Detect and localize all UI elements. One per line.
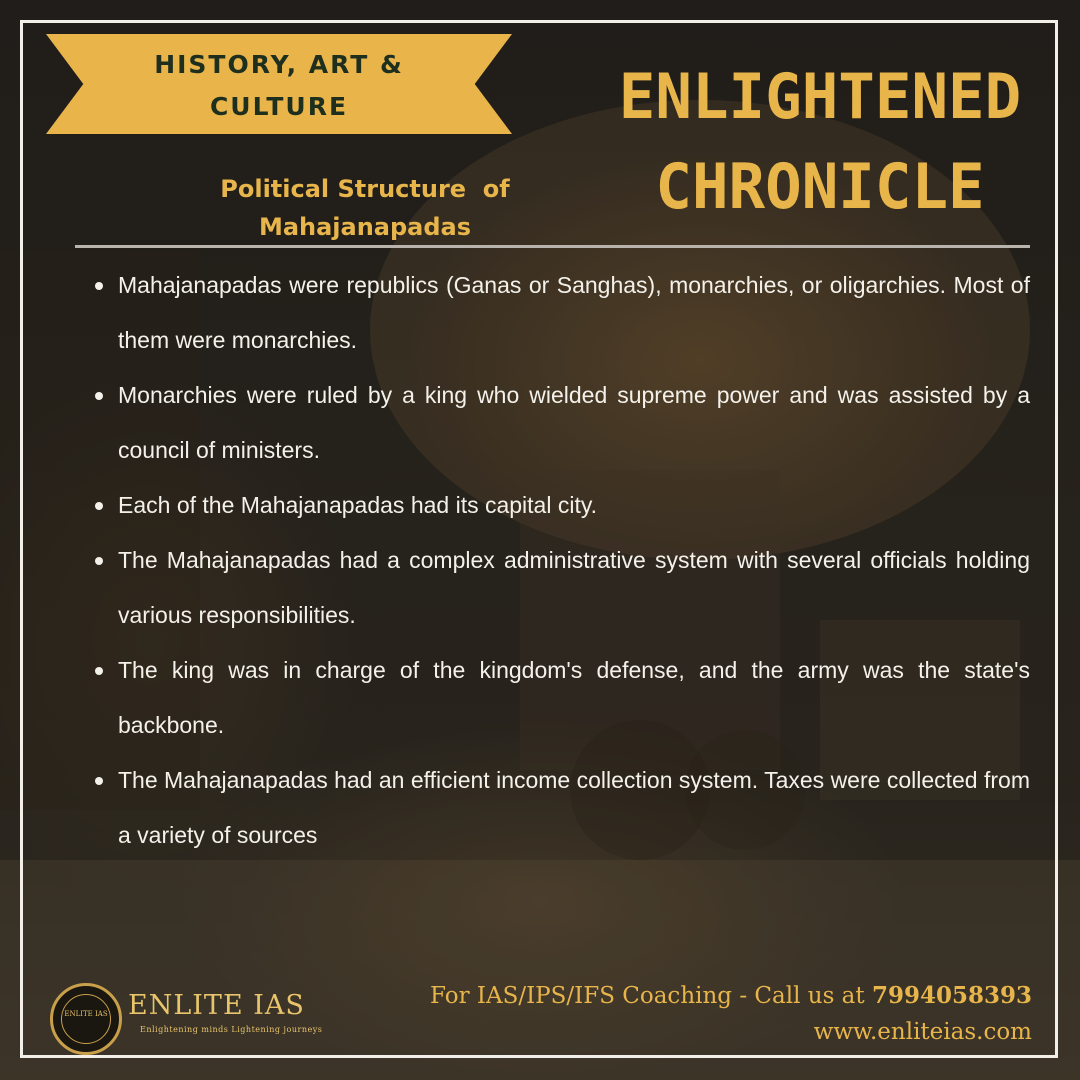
org-name: ENLITE IAS (128, 990, 305, 1021)
phone-number[interactable]: 7994058393 (871, 982, 1032, 1009)
category-label (46, 44, 512, 128)
coaching-text: For IAS/IPS/IFS Coaching - Call us at (430, 983, 872, 1009)
list-item: The Mahajanapadas had a complex administrative system with several officials holding various responsibilities. (90, 533, 1030, 643)
topic-title-line1: Political Structure of (220, 175, 510, 203)
brand-title (580, 52, 1060, 232)
list-item: The king was in charge of the kingdom's defense, and the army was the state's backbone. (90, 643, 1030, 753)
website-link[interactable]: www.enliteias.com (813, 1019, 1032, 1045)
brand-title-line1: ENLIGHTENED (618, 60, 1022, 133)
contact-line (430, 978, 1032, 1014)
brand-title-line2: CHRONICLE (655, 150, 985, 223)
list-item: Mahajanapadas were republics (Ganas or Sanghas), monarchies, or oligarchies. Most of them were monarchies. (90, 258, 1030, 368)
category-label-line1: HISTORY, ART & (154, 50, 404, 79)
org-tagline: Enlightening minds Lightening journeys (140, 1025, 323, 1034)
list-item: Monarchies were ruled by a king who wielded supreme power and was assisted by a council of ministers. (90, 368, 1030, 478)
topic-title-line2: Mahajanapadas (258, 213, 472, 241)
list-item: The Mahajanapadas had an efficient income collection system. Taxes were collected from a variety of sources (90, 753, 1030, 863)
bullet-list (90, 258, 1030, 863)
logo-ring (61, 994, 111, 1044)
list-item: Each of the Mahajanapadas had its capital city. (90, 478, 1030, 533)
topic-title (150, 170, 580, 246)
logo-emblem-text: ENLITE IAS (64, 1010, 108, 1018)
contact-info (430, 978, 1032, 1050)
category-label-line2: CULTURE (209, 92, 349, 121)
divider-line (75, 245, 1030, 248)
logo-emblem (50, 983, 122, 1055)
